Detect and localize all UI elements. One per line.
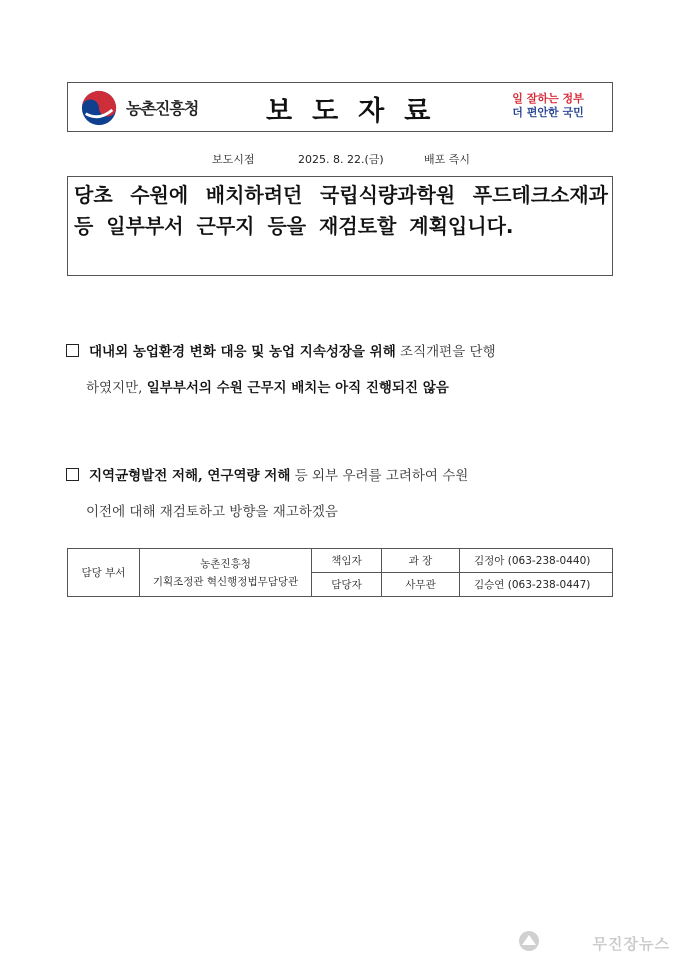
slogan-line-1: 일 잘하는 정부 bbox=[512, 92, 584, 105]
press-release-header bbox=[67, 82, 613, 132]
slogan-line-2: 더 편안한 국민 bbox=[512, 106, 584, 119]
watermark: 무진장뉴스 bbox=[592, 935, 670, 953]
government-slogan bbox=[510, 92, 586, 120]
headline-box bbox=[67, 176, 613, 276]
paragraph-1-line-2-text: 하였지만, bbox=[86, 380, 147, 396]
paragraph-2-text: 등 외부 우려를 고려하여 수원 bbox=[290, 468, 469, 484]
release-label: 보도시점 bbox=[212, 153, 255, 166]
paragraph-2-line-2 bbox=[66, 494, 616, 530]
paragraph-2-bold: 지역균형발전 저해, 연구역량 저해 bbox=[89, 468, 291, 484]
contact-role: 책임자 bbox=[312, 549, 382, 573]
table-row bbox=[68, 549, 613, 573]
dept-label: 담당 부서 bbox=[68, 549, 140, 597]
paragraph-2-line-2-text: 이전에 대해 재검토하고 방향을 재고하겠음 bbox=[86, 504, 338, 520]
contact-table bbox=[67, 548, 613, 597]
checkbox-icon bbox=[66, 468, 79, 481]
contact-person: 김승연 (063-238-0447) bbox=[460, 573, 613, 597]
contact-title: 사무관 bbox=[382, 573, 460, 597]
body-paragraph-1 bbox=[66, 334, 616, 406]
org-name: 농촌진흥청 bbox=[126, 99, 199, 118]
contact-person: 김정아 (063-238-0440) bbox=[460, 549, 613, 573]
contact-title: 과 장 bbox=[382, 549, 460, 573]
paragraph-1-text: 조직개편을 단행 bbox=[395, 344, 496, 360]
paragraph-1-line-2-bold: 일부부서의 수원 근무지 배치는 아직 진행되진 않음 bbox=[146, 380, 449, 396]
release-date: 2025. 8. 22.(금) bbox=[298, 153, 384, 166]
release-status: 배포 즉시 bbox=[424, 153, 471, 166]
body-paragraph-2 bbox=[66, 458, 616, 530]
government-emblem-icon bbox=[80, 89, 118, 127]
dept-org: 농촌진흥청 bbox=[200, 557, 251, 570]
paragraph-1-bold: 대내외 농업환경 변화 대응 및 농업 지속성장을 위해 bbox=[89, 344, 396, 360]
document-title: 보도자료 bbox=[266, 96, 451, 127]
paragraph-1-line-2 bbox=[66, 370, 616, 406]
watermark-logo-icon bbox=[518, 930, 540, 952]
dept-unit: 기획조정관 혁신행정법무담당관 bbox=[152, 575, 299, 588]
checkbox-icon bbox=[66, 344, 79, 357]
headline: 당초 수원에 배치하려던 국립식량과학원 푸드테크소재과 등 일부부서 근무지 등을 재검토할 계획입니다. bbox=[74, 183, 608, 238]
dept-cell bbox=[140, 549, 312, 597]
contact-role: 담당자 bbox=[312, 573, 382, 597]
